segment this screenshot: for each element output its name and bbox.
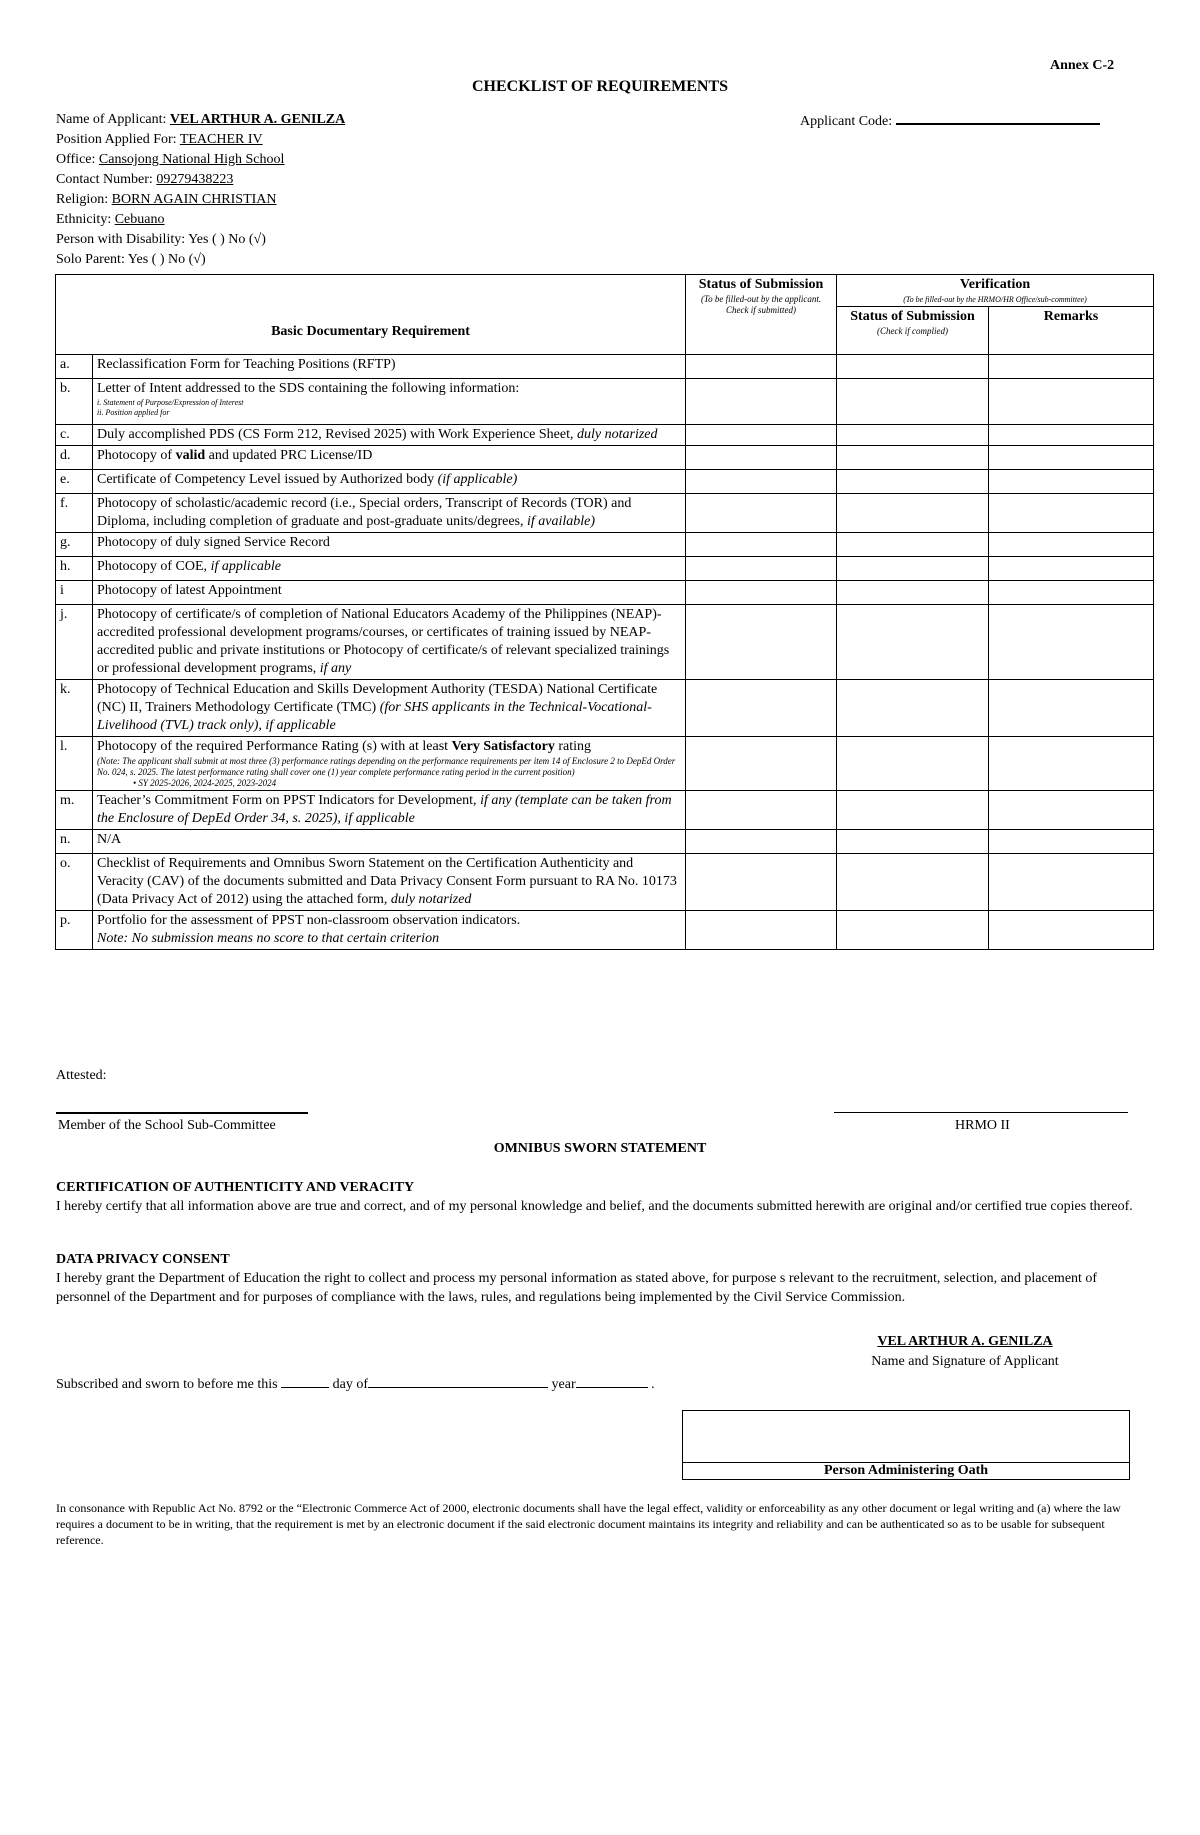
table-row: g. Photocopy of duly signed Service Record xyxy=(56,533,1154,557)
table-row: j. Photocopy of certificate/s of completion of National Educators Academy of the Philippines (NEAP)-accredited professional development programs/courses, or certificates of training issued by NEAP-accredited public and private institutions or Photocopy of certificate/s of relevant specialized trainings or professional development programs, if any xyxy=(56,605,1154,680)
applicant-info xyxy=(56,110,345,270)
oath-box[interactable] xyxy=(682,1410,1130,1480)
table-row: i Photocopy of latest Appointment xyxy=(56,581,1154,605)
page-title: CHECKLIST OF REQUIREMENTS xyxy=(471,78,729,95)
verify-cell[interactable] xyxy=(837,830,989,854)
office-row: Office: Cansojong National High School xyxy=(56,152,285,167)
verify-cell[interactable] xyxy=(837,470,989,494)
contact-row: Contact Number: 09279438223 xyxy=(56,172,234,187)
table-row: p. Portfolio for the assessment of PPST non-classroom observation indicators. Note: No submission means no score to that certain criterion xyxy=(56,911,1154,950)
remarks-cell[interactable] xyxy=(989,470,1154,494)
ethnicity-row: Ethnicity: Cebuano xyxy=(56,212,165,227)
status-cell[interactable] xyxy=(686,854,837,911)
remarks-cell[interactable] xyxy=(989,355,1154,379)
status-cell[interactable] xyxy=(686,425,837,446)
verify-cell[interactable] xyxy=(837,791,989,830)
remarks-cell[interactable] xyxy=(989,425,1154,446)
status-cell[interactable] xyxy=(686,680,837,737)
status-cell[interactable] xyxy=(686,470,837,494)
table-row: m. Teacher’s Commitment Form on PPST Indicators for Development, if any (template can be taken from the Enclosure of DepEd Order 34, s. 2025), if applicable xyxy=(56,791,1154,830)
table-row: a. Reclassification Form for Teaching Positions (RFTP) xyxy=(56,355,1154,379)
position-value: TEACHER IV xyxy=(179,132,263,147)
status-cell[interactable] xyxy=(686,533,837,557)
status-cell[interactable] xyxy=(686,379,837,425)
name-row: Name of Applicant: VEL ARTHUR A. GENILZA xyxy=(56,112,346,127)
status-cell[interactable] xyxy=(686,911,837,950)
status-cell[interactable] xyxy=(686,830,837,854)
col-verification-status: Status of Submission (Check if complied) xyxy=(837,307,989,355)
year-field[interactable] xyxy=(576,1375,648,1388)
signature-label-left: Member of the School Sub-Committee xyxy=(58,1118,276,1133)
table-row: e. Certificate of Competency Level issued by Authorized body (if applicable) xyxy=(56,470,1154,494)
remarks-cell[interactable] xyxy=(989,737,1154,791)
status-cell[interactable] xyxy=(686,557,837,581)
remarks-cell[interactable] xyxy=(989,446,1154,470)
religion-value: BORN AGAIN CHRISTIAN xyxy=(111,192,277,207)
ethnicity-value: Cebuano xyxy=(114,212,165,227)
attested-label: Attested: xyxy=(56,1068,107,1083)
annex-label: Annex C-2 xyxy=(1050,58,1115,73)
cav-text: I hereby certify that all information above are true and correct, and of my personal knowledge and belief, and the documents submitted herewith are original and/or certified true copies thereof. xyxy=(56,1199,1133,1214)
status-cell[interactable] xyxy=(686,446,837,470)
remarks-cell[interactable] xyxy=(989,854,1154,911)
applicant-code-field[interactable] xyxy=(896,110,1100,125)
status-cell[interactable] xyxy=(686,494,837,533)
applicant-signature xyxy=(840,1332,1090,1372)
col-status: Status of Submission (To be filled-out by the applicant. Check if submitted) xyxy=(686,275,837,355)
applicant-signature-name: VEL ARTHUR A. GENILZA xyxy=(877,1334,1053,1349)
remarks-cell[interactable] xyxy=(989,791,1154,830)
dpc-title: DATA PRIVACY CONSENT xyxy=(56,1252,230,1267)
verify-cell[interactable] xyxy=(837,680,989,737)
signature-label-right: HRMO II xyxy=(955,1118,1010,1133)
remarks-cell[interactable] xyxy=(989,533,1154,557)
remarks-cell[interactable] xyxy=(989,379,1154,425)
signature-line-left xyxy=(56,1112,308,1114)
remarks-cell[interactable] xyxy=(989,830,1154,854)
status-cell[interactable] xyxy=(686,605,837,680)
remarks-cell[interactable] xyxy=(989,605,1154,680)
solo-parent-row: Solo Parent: Yes ( ) No (√) xyxy=(56,252,206,267)
verify-cell[interactable] xyxy=(837,533,989,557)
verify-cell[interactable] xyxy=(837,854,989,911)
status-cell[interactable] xyxy=(686,355,837,379)
dpc-section xyxy=(56,1250,1146,1307)
dpc-text: I hereby grant the Department of Education the right to collect and process my personal information as stated above, for purpose s relevant to the recruitment, selection, and placement of personnel of the Department and for purposes of compliance with the laws, rules, and regulations being implemented by the Civil Service Commission. xyxy=(56,1271,1098,1305)
signature-line-right xyxy=(834,1112,1128,1113)
col-requirement: Basic Documentary Requirement xyxy=(56,275,686,355)
religion-row: Religion: BORN AGAIN CHRISTIAN xyxy=(56,192,277,207)
table-row: o. Checklist of Requirements and Omnibus Sworn Statement on the Certification Authenticity and Veracity (CAV) of the documents submitted and Data Privacy Consent Form pursuant to RA No. 10173 (Data Privacy Act of 2012) using the attached form, duly notarized xyxy=(56,854,1154,911)
remarks-cell[interactable] xyxy=(989,494,1154,533)
table-row: d. Photocopy of valid and updated PRC License/ID xyxy=(56,446,1154,470)
oath-label: Person Administering Oath xyxy=(683,1462,1129,1479)
table-row: f. Photocopy of scholastic/academic record (i.e., Special orders, Transcript of Records (TOR) and Diploma, including completion of graduate and post-graduate units/degrees, if available) xyxy=(56,494,1154,533)
table-row: l. Photocopy of the required Performance Rating (s) with at least Very Satisfactory rating (Note: The applicant shall submit at most three (3) performance ratings depending on the performance requirements per item 14 of Enclosure 2 to DepEd Order No. 024, s. 2025. The latest performance rating shall cover one (1) year complete performance rating period in the current position) • SY 2025-2026, 2024-2025, 2023-2024 xyxy=(56,737,1154,791)
month-field[interactable] xyxy=(368,1375,548,1388)
day-field[interactable] xyxy=(281,1375,329,1388)
contact-value: 09279438223 xyxy=(156,172,234,187)
verify-cell[interactable] xyxy=(837,494,989,533)
footer-note: In consonance with Republic Act No. 8792 or the “Electronic Commerce Act of 2000, electronic documents shall have the legal effect, validity or enforceability as any other document or legal writing and (a) where the law requires a document to be in writing, that the requirement is met by an electronic document if the said electronic document maintains its integrity and reliability and can be authenticated so as to be usable for subsequent reference. xyxy=(56,1501,1121,1547)
table-row: k. Photocopy of Technical Education and Skills Development Authority (TESDA) National Certificate (NC) II, Trainers Methodology Certificate (TMC) (for SHS applicants in the Technical-Vocational-Livelihood (TVL) track only), if applicable xyxy=(56,680,1154,737)
table-row: b. Letter of Intent addressed to the SDS containing the following information: i. Statement of Purpose/Expression of Interest ii. Position applied for xyxy=(56,379,1154,425)
status-cell[interactable] xyxy=(686,791,837,830)
remarks-cell[interactable] xyxy=(989,581,1154,605)
cav-section xyxy=(56,1178,1146,1216)
status-cell[interactable] xyxy=(686,737,837,791)
office-value: Cansojong National High School xyxy=(98,152,285,167)
requirements-table xyxy=(55,274,1154,950)
remarks-cell[interactable] xyxy=(989,557,1154,581)
applicant-signature-label: Name and Signature of Applicant xyxy=(871,1354,1059,1369)
verify-cell[interactable] xyxy=(837,425,989,446)
col-remarks: Remarks xyxy=(989,307,1154,355)
applicant-name: VEL ARTHUR A. GENILZA xyxy=(169,112,346,127)
verify-cell[interactable] xyxy=(837,911,989,950)
verify-cell[interactable] xyxy=(837,581,989,605)
col-verification: Verification (To be filled-out by the HRMO/HR Office/sub-committee) xyxy=(837,275,1154,307)
applicant-code: Applicant Code: xyxy=(800,110,1100,130)
verify-cell[interactable] xyxy=(837,446,989,470)
verify-cell[interactable] xyxy=(837,557,989,581)
verify-cell[interactable] xyxy=(837,605,989,680)
pwd-row: Person with Disability: Yes ( ) No (√) xyxy=(56,232,266,247)
verify-cell[interactable] xyxy=(837,379,989,425)
cav-title: CERTIFICATION OF AUTHENTICITY AND VERACITY xyxy=(56,1180,415,1195)
remarks-cell[interactable] xyxy=(989,680,1154,737)
remarks-cell[interactable] xyxy=(989,911,1154,950)
verify-cell[interactable] xyxy=(837,355,989,379)
table-row: c. Duly accomplished PDS (CS Form 212, Revised 2025) with Work Experience Sheet, duly notarized xyxy=(56,425,1154,446)
oss-title: OMNIBUS SWORN STATEMENT xyxy=(493,1141,707,1156)
status-cell[interactable] xyxy=(686,581,837,605)
table-row: n. N/A xyxy=(56,830,1154,854)
verify-cell[interactable] xyxy=(837,737,989,791)
position-row: Position Applied For: TEACHER IV xyxy=(56,132,263,147)
sworn-line: Subscribed and sworn to before me this day of year . xyxy=(56,1377,655,1392)
table-row: h. Photocopy of COE, if applicable xyxy=(56,557,1154,581)
